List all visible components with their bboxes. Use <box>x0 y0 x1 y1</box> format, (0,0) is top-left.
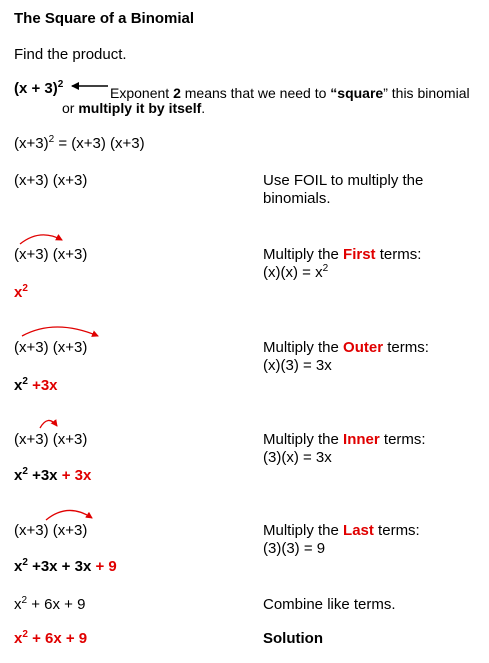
problem-exponent: 2 <box>57 79 64 90</box>
step-label-text: terms: <box>375 246 422 263</box>
solution-exponent: 2 <box>22 629 28 640</box>
calc-exponent: 2 <box>322 263 329 274</box>
step-label-text: terms: <box>379 431 426 448</box>
result-new-term: + 9 <box>91 558 117 575</box>
step-inner-calc: (3)(x) = 3x <box>263 449 332 466</box>
exponent-note-line2 <box>62 99 205 117</box>
combine-description: Combine like terms. <box>263 596 396 613</box>
solution-term: x <box>14 630 23 647</box>
inner-terms-arrow <box>40 420 57 428</box>
combined-expression <box>14 596 85 614</box>
note-text: Exponent <box>110 85 174 101</box>
step-label-text: Multiply the <box>263 522 344 539</box>
outer-terms-arrow <box>22 327 98 336</box>
note-text: ” this binomial <box>383 85 470 101</box>
result-exponent: 2 <box>22 283 28 294</box>
binomials-outer: (x+3) (x+3) <box>14 339 88 356</box>
rewrite-exponent: 2 <box>48 134 55 145</box>
note-text: or <box>62 100 79 116</box>
note-text: . <box>201 100 206 116</box>
binomials-inner: (x+3) (x+3) <box>14 431 88 448</box>
result-outer <box>14 377 58 395</box>
step-label-text: Multiply the <box>263 339 344 356</box>
step-inner-label <box>263 431 426 449</box>
rewrite-line <box>14 135 145 153</box>
step-first-label <box>263 246 421 264</box>
binomials-last: (x+3) (x+3) <box>14 522 88 539</box>
result-inner <box>14 467 91 485</box>
result-term: x <box>14 377 23 394</box>
combined-rest: + 6x + 9 <box>27 596 86 613</box>
result-exponent: 2 <box>22 376 28 387</box>
result-first <box>14 284 28 302</box>
instruction: Find the product. <box>14 46 127 63</box>
note-multiply: multiply it by itself <box>78 100 202 116</box>
note-text: means that we need to <box>180 85 331 101</box>
result-term: x <box>14 467 23 484</box>
combined-exponent: 2 <box>21 595 28 606</box>
binomials-foil: (x+3) (x+3) <box>14 172 88 189</box>
result-term: x <box>14 558 23 575</box>
step-keyword-inner: Inner <box>343 431 380 448</box>
solution-expression <box>14 630 87 648</box>
problem-base: (x + 3) <box>14 80 58 97</box>
step-label-text: terms: <box>373 522 420 539</box>
problem-expression <box>14 80 63 98</box>
step-keyword-first: First <box>343 246 376 263</box>
last-terms-arrow <box>46 510 92 520</box>
step-label-text: Multiply the <box>263 431 344 448</box>
step-last-label <box>263 522 420 540</box>
result-new-term: + 3x <box>57 467 92 484</box>
result-term: x <box>14 284 23 301</box>
foil-description: Use FOIL to multiply the binomials. <box>263 172 424 207</box>
result-new-term: +3x <box>27 377 58 394</box>
rewrite-right: = (x+3) (x+3) <box>54 135 145 152</box>
page-title: The Square of a Binomial <box>14 10 195 27</box>
step-outer-calc: (x)(3) = 3x <box>263 357 332 374</box>
step-first-calc <box>263 264 328 282</box>
step-last-calc: (3)(3) = 9 <box>263 540 326 557</box>
step-label-text: Multiply the <box>263 246 344 263</box>
note-exponent: 2 <box>173 85 181 101</box>
note-square: “square <box>330 85 384 101</box>
solution-rest: + 6x + 9 <box>27 630 88 647</box>
result-prev-terms: +3x <box>27 467 58 484</box>
step-outer-label <box>263 339 429 357</box>
result-last <box>14 558 117 576</box>
solution-label: Solution <box>263 630 323 647</box>
result-exponent: 2 <box>22 557 28 568</box>
first-terms-arrow <box>20 235 62 244</box>
combined-term: x <box>14 596 22 613</box>
calc-text: (x)(x) = x <box>263 264 323 281</box>
rewrite-left: (x+3) <box>14 135 49 152</box>
result-prev-terms: +3x + 3x <box>27 558 92 575</box>
step-keyword-outer: Outer <box>343 339 384 356</box>
step-keyword-last: Last <box>343 522 374 539</box>
result-exponent: 2 <box>22 466 28 477</box>
step-label-text: terms: <box>383 339 429 356</box>
binomials-first: (x+3) (x+3) <box>14 246 88 263</box>
